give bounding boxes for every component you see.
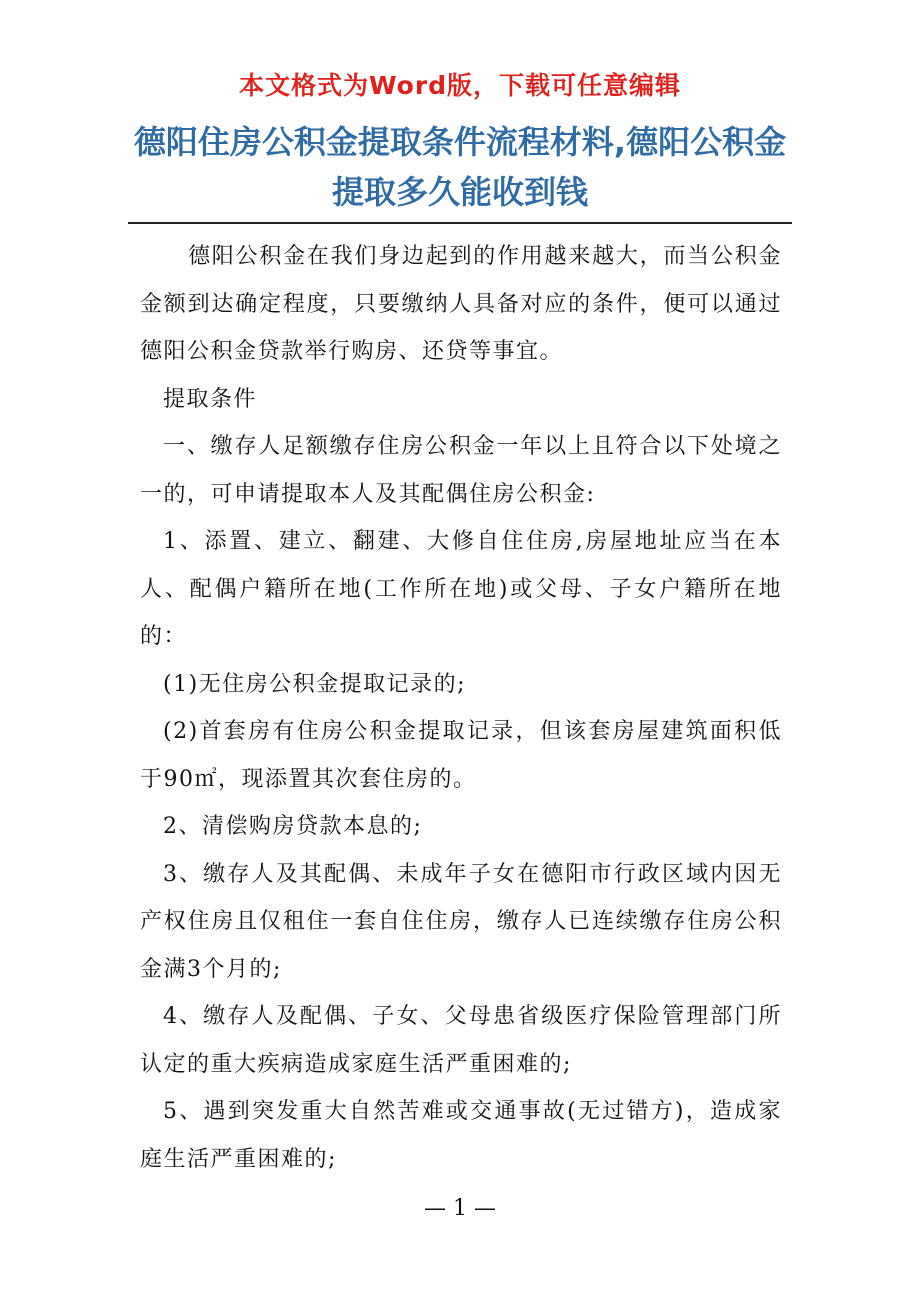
title-divider (128, 222, 792, 224)
condition-paragraph: 一、缴存人足额缴存住房公积金一年以上且符合以下处境之一的，可申请提取本人及其配偶住房公积金: (140, 434, 782, 507)
document-body (140, 233, 782, 1183)
condition-item: 2、清偿购房贷款本息的; (163, 814, 423, 839)
condition-subitem: (1)无住房公积金提取记录的; (163, 671, 467, 697)
condition-item: 5、遇到突发重大自然苦难或交通事故(无过错方)，造成家庭生活严重困难的; (140, 1099, 782, 1172)
condition-item: 1、添置、建立、翻建、大修自住住房,房屋地址应当在本人、配偶户籍所在地(工作所在地)或父母、子女户籍所在地的： (140, 529, 782, 649)
download-banner: 本文格式为Word版，下载可任意编辑 (238, 71, 682, 100)
intro-paragraph: 德阳公积金在我们身边起到的作用越来越大，而当公积金金额到达确定程度，只要缴纳人具备对应的条件，便可以通过德阳公积金贷款举行购房、还贷等事宜。 (140, 244, 782, 364)
section-heading: 提取条件 (163, 386, 258, 412)
condition-item: 3、缴存人及其配偶、未成年子女在德阳市行政区域内因无产权住房且仅租住一套自住住房，缴存人已连续缴存住房公积金满3个月的; (140, 861, 782, 982)
page-number: — 1 — (424, 1196, 496, 1221)
document-title: 德阳住房公积金提取条件流程材料,德阳公积金提取多久能收到钱 (133, 123, 787, 211)
condition-subitem: (2)首套房有住房公积金提取记录，但该套房屋建筑面积低于90㎡，现添置其次套住房的。 (140, 719, 782, 792)
condition-item: 4、缴存人及配偶、子女、父母患省级医疗保险管理部门所认定的重大疾病造成家庭生活严重困难的; (140, 1004, 782, 1077)
